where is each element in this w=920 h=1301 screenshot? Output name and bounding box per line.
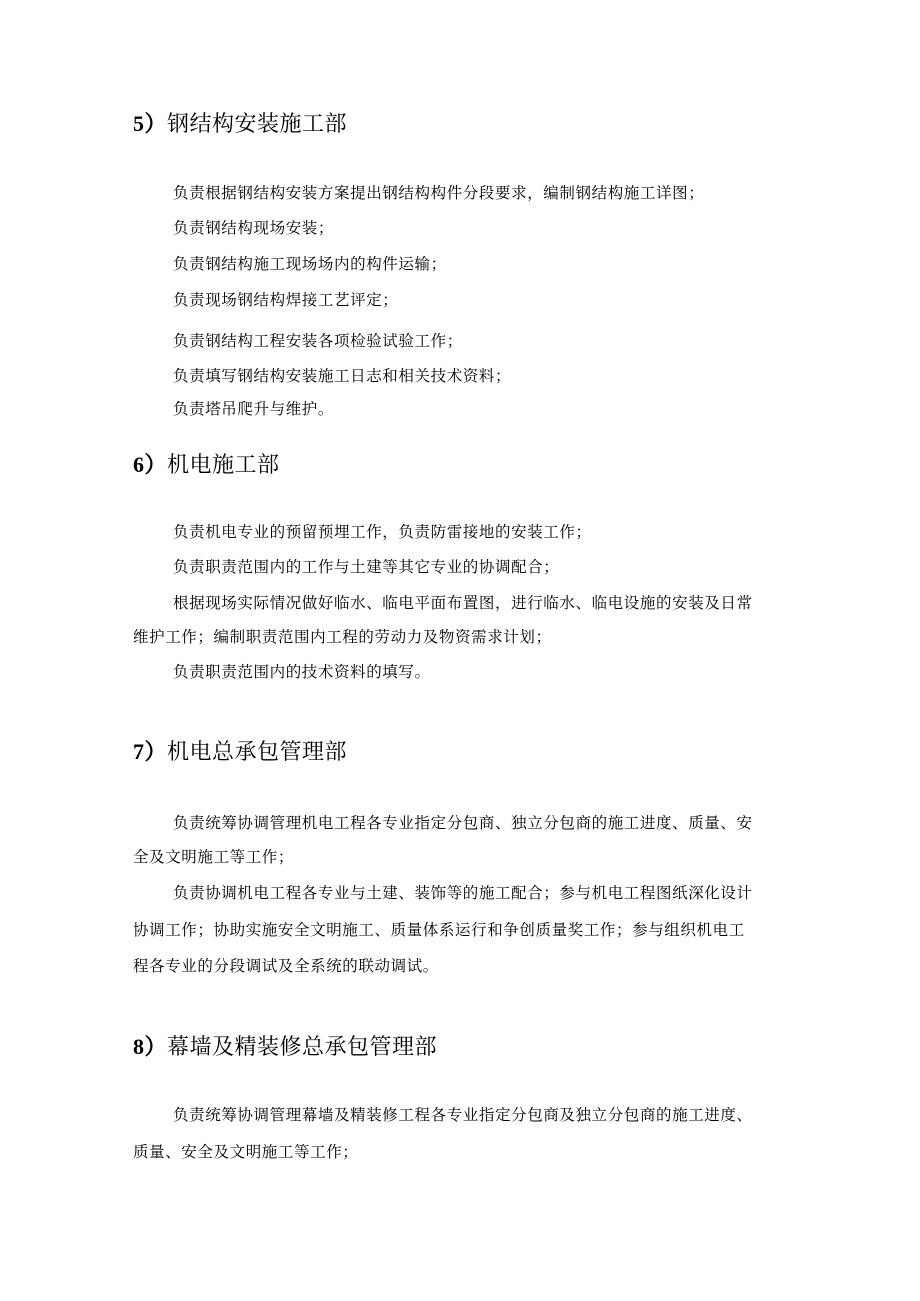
section-number: 5）: [133, 111, 168, 136]
paragraph-line: 负责机电专业的预留预埋工作，负责防雷接地的安装工作；: [173, 523, 592, 541]
paragraph-line: 负责协调机电工程各专业与土建、装饰等的施工配合；参与机电工程图纸深化设计: [173, 884, 753, 902]
section-title: 幕墙及精装修总承包管理部: [167, 1035, 438, 1060]
section-title: 机电施工部: [167, 453, 280, 478]
section-heading-7: [133, 737, 347, 768]
paragraph-line: 负责职责范围内的工作与土建等其它专业的协调配合；: [173, 558, 560, 576]
paragraph-line: 负责统筹协调管理机电工程各专业指定分包商、独立分包商的施工进度、质量、安: [173, 814, 753, 832]
paragraph-line: 协调工作；协助实施安全文明施工、质量体系运行和争创质量奖工作；参与组织机电工: [133, 921, 745, 939]
paragraph-line: 程各专业的分段调试及全系统的联动调试。: [133, 957, 439, 975]
section-title: 钢结构安装施工部: [167, 112, 348, 137]
paragraph-line: 根据现场实际情况做好临水、临电平面布置图，进行临水、临电设施的安装及日常: [173, 594, 753, 612]
section-heading-6: [133, 450, 280, 481]
section-number: 7）: [133, 739, 168, 764]
section-heading-5: [133, 109, 347, 140]
section-heading-8: [133, 1032, 437, 1063]
paragraph-line: 全及文明施工等工作；: [133, 848, 295, 866]
paragraph-line: 负责钢结构现场安装；: [173, 219, 335, 237]
paragraph-line: 负责根据钢结构安装方案提出钢结构构件分段要求，编制钢结构施工详图；: [173, 184, 705, 202]
paragraph-line: 负责钢结构施工现场场内的构件运输；: [173, 255, 447, 273]
paragraph-line: 维护工作；编制职责范围内工程的劳动力及物资需求计划；: [133, 628, 552, 646]
paragraph-line: 负责钢结构工程安装各项检验试验工作；: [173, 332, 463, 350]
paragraph-line: 负责现场钢结构焊接工艺评定；: [173, 291, 399, 309]
paragraph-line: 负责填写钢结构安装施工日志和相关技术资料；: [173, 367, 512, 385]
paragraph-line: 质量、安全及文明施工等工作；: [133, 1143, 359, 1161]
section-number: 6）: [133, 452, 168, 477]
section-number: 8）: [133, 1034, 168, 1059]
section-title: 机电总承包管理部: [167, 740, 348, 765]
paragraph-line: 负责塔吊爬升与维护。: [173, 400, 335, 418]
paragraph-line: 负责统筹协调管理幕墙及精装修工程各专业指定分包商及独立分包商的施工进度、: [173, 1106, 753, 1124]
paragraph-line: 负责职责范围内的技术资料的填写。: [173, 663, 431, 681]
